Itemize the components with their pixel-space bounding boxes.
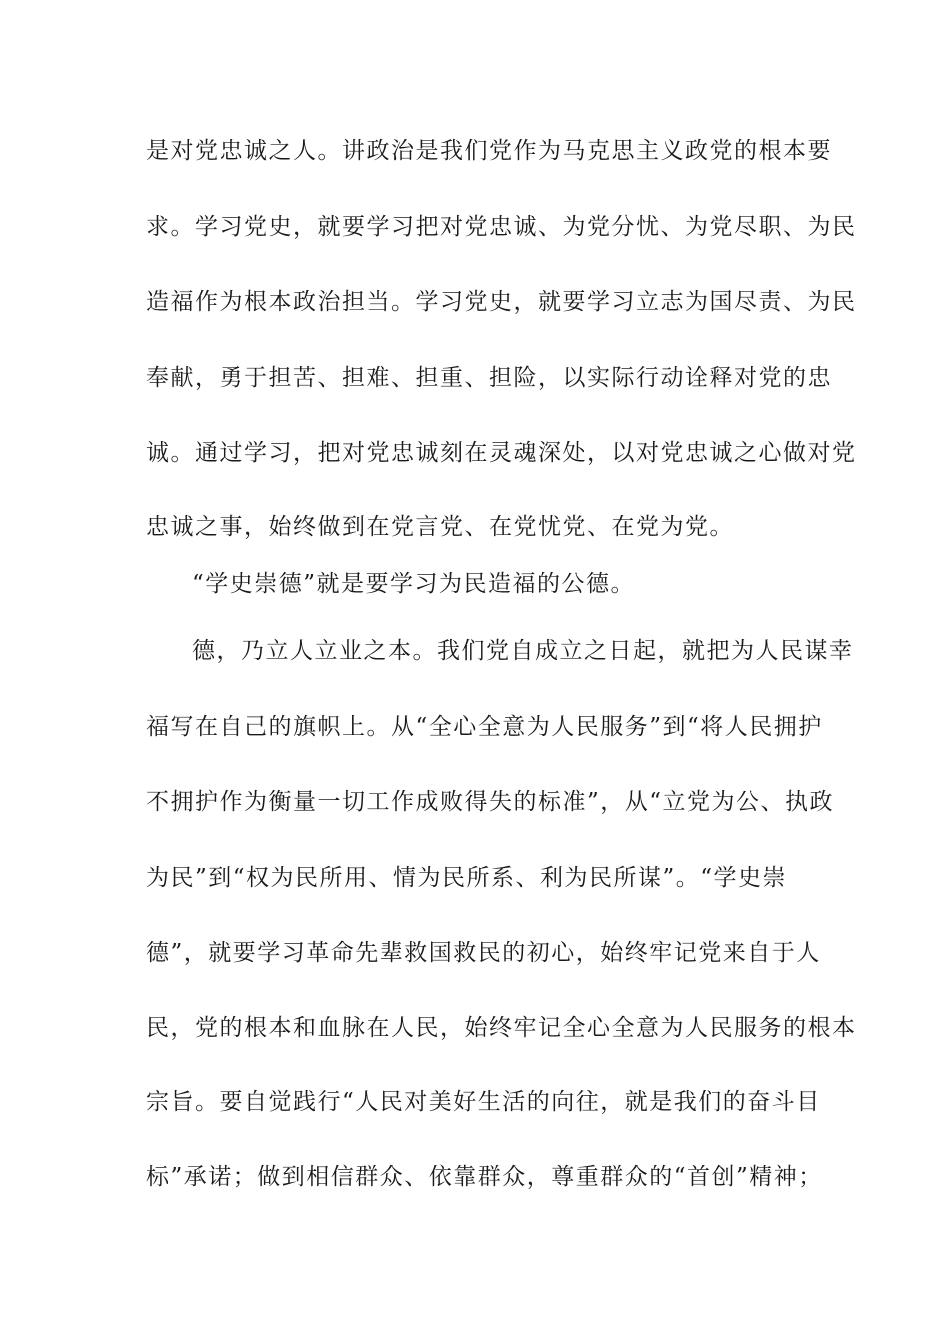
paragraph-line: 造福作为根本政治担当。学习党史，就要学习立志为国尽责、为民 [146,289,857,315]
paragraph-line: 德，乃立人立业之本。我们党自成立之日起，就把为人民谋幸 [192,638,854,664]
paragraph-line: 是对党忠诚之人。讲政治是我们党作为马克思主义政党的根本要 [146,138,832,164]
paragraph-line: 标”承诺；做到相信群众、依靠群众，尊重群众的“首创”精神； [146,1164,823,1190]
paragraph-line: 不拥护作为衡量一切工作成败得失的标准”，从“立党为公、执政 [146,789,835,815]
paragraph-line: 诚。通过学习，把对党忠诚刻在灵魂深处，以对党忠诚之心做对党 [146,440,857,466]
paragraph-line: 福写在自己的旗帜上。从“全心全意为人民服务”到“将人民拥护 [146,714,823,740]
paragraph-line: 奉献，勇于担苦、担难、担重、担险，以实际行动诠释对党的忠 [146,365,832,391]
paragraph-line: 忠诚之事，始终做到在党言党、在党忧党、在党为党。 [146,514,734,540]
paragraph-line: 宗旨。要自觉践行“人民对美好生活的向往，就是我们的奋斗目 [146,1089,821,1115]
paragraph-line: 求。学习党史，就要学习把对党忠诚、为党分忧、为党尽职、为民 [146,214,857,240]
section-heading: “学史崇德”就是要学习为民造福的公德。 [192,571,636,597]
paragraph-line: 德”，就要学习革命先辈救国救民的初心，始终牢记党来自于人 [146,940,821,966]
paragraph-line: 为民”到“权为民所用、情为民所系、利为民所谋”。“学史崇 [146,865,788,891]
paragraph-line: 民，党的根本和血脉在人民，始终牢记全心全意为人民服务的根本 [146,1015,857,1041]
